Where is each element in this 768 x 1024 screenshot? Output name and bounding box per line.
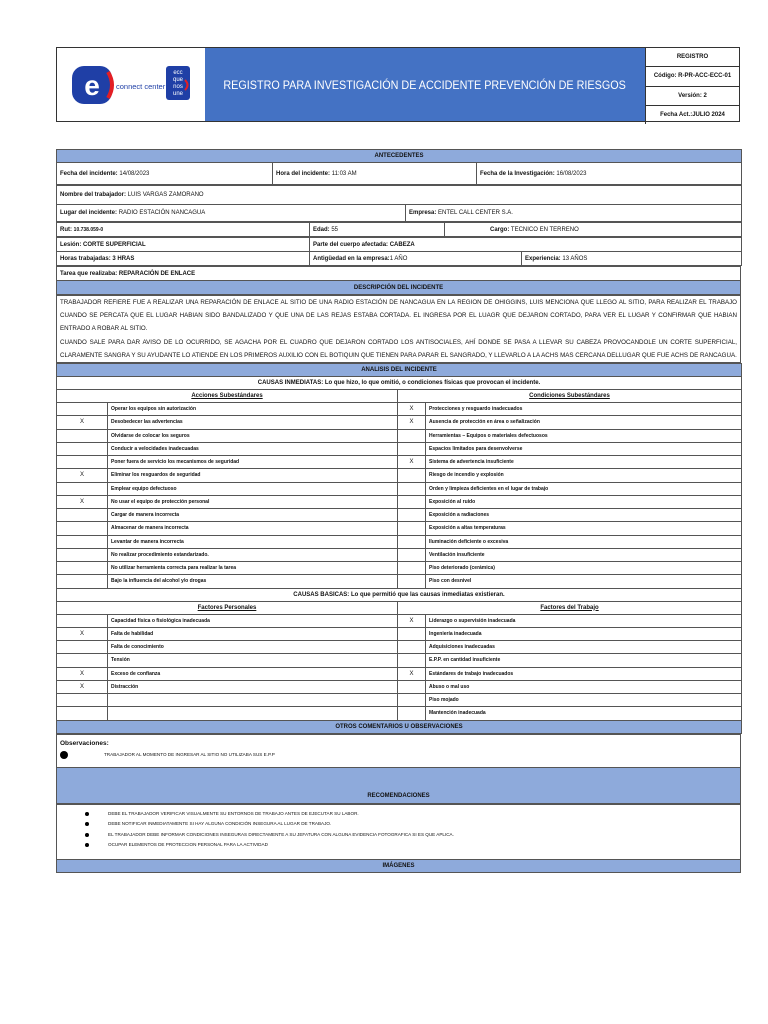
inmediatas-row [57,416,742,429]
inmediatas-row [57,495,742,508]
descripcion-p1: TRABAJADOR REFIERE FUE A REALIZAR UNA REPARACIÓN DE ENLACE AL SITIO DE UNA RADIO ESTACIÓN DE NANCAGUA EN LA REGION DE OHIGGINS, LUIS MENCIONA QUE LLEGO AL SITIO, PARA REALIZAR EL TRABAJO CUANDO SE PERCATA QUE EL LUGAR HABIAN SIDO BANDALIZADO Y QUE UNA DE LAS REJAS ESTABA CORTADA. EL INGRESA POR EL LUAGR QUE DEJARON CORTADO, PARA VER EL LUGAR Y CONFIRMAR QUE HABIAN ENTRADO A ROBAR AL SITIO. [60,299,737,333]
section-imagenes-title: IMÁGENES [57,859,741,872]
inmediatas-cause-right: Exposición a altas temperaturas [426,522,742,535]
recomendacion-text: DEBE EL TRABAJADOR VERIFICAR VISUALMENTE SU ENTORNOS DE TRABAJO ANTES DE EJECUTAR SU LABOR. [108,810,359,816]
inmediatas-mark-left [57,522,108,535]
inmediatas-cause-right: Ventilación insuficiente [426,548,742,561]
basicas-row [57,667,742,680]
inmediatas-row [57,442,742,455]
basicas-row [57,641,742,654]
inmediatas-cause-left: No utilizar herramienta correcta para realizar la tarea [108,562,398,575]
section-comentarios-title: OTROS COMENTARIOS U OBSERVACIONES [57,720,742,733]
inmediatas-cause-left: Bajo la influencia del alcohol y/o drogas [108,575,398,588]
inmediatas-mark-left [57,429,108,442]
inmediatas-mark-left [57,482,108,495]
causas-basicas-title: CAUSAS BASICAS: Lo que permitió que las causas inmediatas existieran. [57,588,742,601]
rut-label: Rut: [60,226,72,233]
recomendacion-text: EL TRABAJADOR DEBE INFORMAR CONDICIONES INSEGURAS DIRECTAMENTE A SU JEFATURA CON ALGUNA EVIDENCIA FOTOGRAFICA SI ES QUE APLICA. [108,831,454,837]
causas-inmediatas-title: CAUSAS INMEDIATAS: Lo que hizo, lo que omitió, o condiciones físicas que provocan el incidente. [57,377,742,390]
logo-badge-3: nos [173,83,183,90]
basicas-cause-right: Adquisiciones inadecuadas [426,641,742,654]
section-recomendaciones-title: RECOMENDACIONES [57,767,741,803]
basicas-mark-left [57,694,108,707]
antiguedad-label: Antigüedad en la empresa: [313,255,390,262]
basicas-cause-right: Ingeniería inadecuada [426,627,742,640]
basicas-cause-left [108,694,398,707]
inmediatas-mark-left [57,442,108,455]
basicas-mark-left [57,641,108,654]
inmediatas-mark-right: X [398,456,426,469]
section-descripcion-title: DESCRIPCIÓN DEL INCIDENTE [57,281,741,295]
observaciones-cell [57,734,741,767]
inmediatas-cause-left: Levantar de manera incorrecta [108,535,398,548]
basicas-cause-left: Capacidad física o fisiológica inadecuada [108,614,398,627]
rut-cell [57,223,310,237]
observaciones-label: Observaciones: [60,739,109,747]
inmediatas-mark-right [398,562,426,575]
inmediatas-cause-right: Herramientas – Equipos o materiales defectuosos [426,429,742,442]
basicas-cause-left: Exceso de confianza [108,667,398,680]
basicas-cause-right: Piso mojado [426,694,742,707]
cargo-value: TECNICO EN TERRENO [510,226,579,233]
antiguedad-value: 1 AÑO [389,255,408,262]
inmediatas-cause-left: Desobedecer las advertencias [108,416,398,429]
antecedentes-table [56,149,742,185]
basicas-cause-right: E.P.P. en cantidad insuficiente [426,654,742,667]
basicas-row [57,627,742,640]
inmediatas-row [57,429,742,442]
basicas-mark-right [398,694,426,707]
inmediatas-mark-left: X [57,416,108,429]
inmediatas-cause-left: Poner fuera de servicio los mecanismos de seguridad [108,456,398,469]
inmediatas-row [57,469,742,482]
basicas-cause-left [108,707,398,720]
basicas-mark-left [57,707,108,720]
inmediatas-row [57,403,742,416]
experiencia-value: 13 AÑOS [562,255,588,262]
empresa-cell [406,205,742,222]
inmediatas-cause-left: No realizar procedimiento estandarizado. [108,548,398,561]
descripcion-table [56,295,741,363]
inmediatas-mark-right: X [398,403,426,416]
document-title [205,48,645,121]
meta-version: Versión: 2 [645,87,739,106]
inmediatas-mark-left [57,456,108,469]
basicas-row [57,654,742,667]
acciones-subestandares-title: Acciones Subestándares [57,390,398,403]
inmediatas-cause-left: Olvidarse de colocar los seguros [108,429,398,442]
basicas-row [57,614,742,627]
inmediatas-mark-right [398,482,426,495]
inmediatas-mark-right: X [398,416,426,429]
basicas-cause-right: Liderazgo o supervisión inadecuada [426,614,742,627]
inmediatas-row [57,482,742,495]
inmediatas-row [57,509,742,522]
observaciones-item: TRABAJADOR AL MOMENTO DE INGRESAR AL SITIO NO UTILIZABA SUS E.P.P [104,751,275,757]
rut-value: 10.738.059-0 [73,226,104,233]
basicas-cause-left: Falta de conocimiento [108,641,398,654]
document-title-text: REGISTRO PARA INVESTIGACIÓN DE ACCIDENTE PREVENCIÓN DE RIESGOS [223,77,627,92]
hora-incidente-value: 11:03 AM [331,170,357,177]
empresa-value: ENTEL CALL CENTER S.A. [438,210,513,216]
inmediatas-mark-right [398,495,426,508]
rut-table [56,222,742,237]
fecha-incidente-cell [57,163,273,185]
basicas-mark-left: X [57,680,108,693]
bullet-icon [85,822,89,826]
inmediatas-cause-right: Iluminación deficiente o excesiva [426,535,742,548]
inmediatas-cause-right: Protecciones y resguardo inadecuados [426,403,742,416]
bullet-icon [85,833,89,837]
hora-incidente-label: Hora del incidente: [276,170,331,177]
lesion-cell: Lesión: CORTE SUPERFICIAL [57,238,310,252]
lugar-cell [57,205,406,222]
inmediatas-cause-right: Riesgo de incendio y explosión [426,469,742,482]
trabajador-table [56,185,742,222]
fecha-investigacion-cell [477,163,742,185]
logo-badge-4: une [172,90,184,97]
factores-personales-title: Factores Personales [57,601,398,614]
recomendacion-item [85,809,740,820]
inmediatas-cause-right: Espacios limitados para desenvolverse [426,442,742,455]
basicas-cause-left: Distracción [108,680,398,693]
basicas-row [57,694,742,707]
inmediatas-cause-left: Operar los equipos sin autorización [108,403,398,416]
experiencia-label: Experiencia: [525,255,561,262]
basicas-cause-left: Falta de habilidad [108,627,398,640]
basicas-cause-right: Abuso o mal uso [426,680,742,693]
descripcion-cell [57,296,741,363]
inmediatas-mark-right [398,575,426,588]
fecha-incidente-value: 14/08/2023 [119,170,150,177]
inmediatas-cause-right: Orden y limpieza deficientes en el lugar de trabajo [426,482,742,495]
basicas-mark-right: X [398,614,426,627]
fecha-incidente-label: Fecha del incidente: [60,170,118,177]
inmediatas-cause-right: Ausencia de protección en área o señalización [426,416,742,429]
recomendaciones-table [56,804,741,873]
lugar-value: RADIO ESTACIÓN NANCAGUA [118,210,206,216]
lugar-label: Lugar del incidente: [60,210,118,216]
logo-badge-2: que [172,76,184,83]
basicas-row [57,707,742,720]
factores-trabajo-title: Factores del Trabajo [398,601,742,614]
recomendaciones-list [85,809,740,851]
recomendaciones-cell [57,804,741,859]
cargo-cell [445,223,742,237]
hora-incidente-cell [273,163,477,185]
inmediatas-mark-left [57,509,108,522]
fecha-investigacion-value: 16/08/2023 [556,170,587,177]
edad-cell [310,223,445,237]
inmediatas-cause-left: Conducir a velocidades inadecuadas [108,442,398,455]
inmediatas-mark-left [57,403,108,416]
recomendacion-text: OCUPAR ELEMENTOS DE PROTECCION PERSONAL PARA LA ACTIVIDAD [108,842,268,848]
inmediatas-mark-left: X [57,495,108,508]
meta-codigo: Código: R-PR-ACC-ECC-01 [645,67,739,86]
basicas-mark-left [57,654,108,667]
parte-cuerpo-cell: Parte del cuerpo afectada: CABEZA [310,238,742,252]
recomendacion-item [85,819,740,830]
basicas-mark-right: X [398,667,426,680]
document-header [56,47,740,122]
logo-badge-1: ecc [173,69,183,76]
inmediatas-cause-left: Cargar de manera incorrecta [108,509,398,522]
basicas-cause-right: Mantención inadecuada [426,707,742,720]
incident-form [56,149,741,873]
fecha-investigacion-label: Fecha de la Investigación: [480,170,555,177]
section-analisis-title: ANALISIS DEL INCIDENTE [57,364,742,377]
logo-text: connect center [116,81,166,91]
inmediatas-mark-right [398,522,426,535]
inmediatas-row [57,456,742,469]
tarea-table [56,266,741,295]
bullet-icon [85,843,89,847]
cargo-label: Cargo: [490,226,510,233]
basicas-mark-left: X [57,627,108,640]
inmediatas-cause-left: Eliminar los resguardos de seguridad [108,469,398,482]
meta-registro: REGISTRO [645,48,739,67]
empresa-label: Empresa: [409,210,437,216]
horas-cell: Horas trabajadas: 3 HRAS [57,252,310,266]
inmediatas-row [57,562,742,575]
section-antecedentes-title: ANTECEDENTES [57,150,742,163]
inmediatas-mark-right [398,429,426,442]
bullet-icon [60,751,68,759]
basicas-mark-left [57,614,108,627]
basicas-row [57,680,742,693]
company-logo [57,48,206,121]
inmediatas-mark-left: X [57,469,108,482]
basicas-mark-right [398,654,426,667]
antiguedad-cell [310,252,522,266]
analisis-table [56,363,742,734]
recomendacion-item [85,830,740,841]
inmediatas-row [57,575,742,588]
inmediatas-mark-left [57,575,108,588]
inmediatas-cause-right: Piso deteriorado (cerámica) [426,562,742,575]
recomendacion-item [85,840,740,851]
inmediatas-cause-right: Exposición al ruido [426,495,742,508]
inmediatas-mark-right [398,469,426,482]
trabajador-cell [57,186,742,205]
condiciones-subestandares-title: Condiciones Subestándares [398,390,742,403]
edad-value: 55 [331,226,339,233]
inmediatas-row [57,548,742,561]
inmediatas-mark-left [57,548,108,561]
basicas-mark-right [398,627,426,640]
recomendacion-text: DEBE NOTIFICAR INMEDIATAMENTE SI HAY ALGUNA CONDICIÓN INSEGURA AL LUGAR DE TRABAJO. [108,821,332,827]
inmediatas-cause-right: Sistema de advertencia insuficiente [426,456,742,469]
inmediatas-mark-right [398,535,426,548]
comentarios-table [56,734,741,804]
inmediatas-cause-right: Piso con desnivel [426,575,742,588]
causas-inmediatas-list [57,403,742,589]
inmediatas-mark-right [398,548,426,561]
inmediatas-cause-left: Almacenar de manera incorrecta [108,522,398,535]
inmediatas-mark-right [398,442,426,455]
causas-basicas-list [57,614,742,720]
inmediatas-mark-left [57,535,108,548]
inmediatas-row [57,522,742,535]
trabajador-value: LUIS VARGAS ZAMORANO [127,192,204,198]
tarea-cell: Tarea que realizaba: REPARACIÓN DE ENLACE [57,267,741,281]
inmediatas-mark-right [398,509,426,522]
inmediatas-mark-left [57,562,108,575]
basicas-mark-left: X [57,667,108,680]
basicas-mark-right [398,707,426,720]
basicas-mark-right [398,641,426,654]
lesion-table [56,237,742,266]
document-meta [645,48,739,121]
trabajador-label: Nombre del trabajador: [60,192,127,198]
basicas-mark-right [398,680,426,693]
inmediatas-row [57,535,742,548]
basicas-cause-left: Tensión [108,654,398,667]
svg-text:e: e [84,69,100,101]
meta-fecha: Fecha Act.:JULIO 2024 [645,106,739,124]
experiencia-cell [522,252,742,266]
inmediatas-cause-left: Emplear equipo defectuoso [108,482,398,495]
inmediatas-cause-right: Exposición a radiaciones [426,509,742,522]
descripcion-p2: CUANDO SALE PARA DAR AVISO DE LO OCURRIDO, SE AGACHA POR EL CUADRO QUE DEJARON CORTADO LOS ANTISOCIALES, AHÍ DONDE SE PASA A LLEVAR SU CABEZA PROVOCANDOLE UN CORTE SUPERFICIAL, CLARAMENTE SANGRA Y SU AYUDANTE LO ATIENDE EN LOS PRIMEROS AUXILIO CON EL BOTIQUIN QUE TIENEN PARA PARAR EL SANGRADO, Y LLEVARLO A LA ACHS MAS CERCANA DELLUGAR QUE FUE ACHS DE RANCAGUA. [60,338,737,359]
inmediatas-cause-left: No usar el equipo de protección personal [108,495,398,508]
bullet-icon [85,812,89,816]
basicas-cause-right: Estándares de trabajo inadecuados [426,667,742,680]
edad-label: Edad: [313,226,330,233]
